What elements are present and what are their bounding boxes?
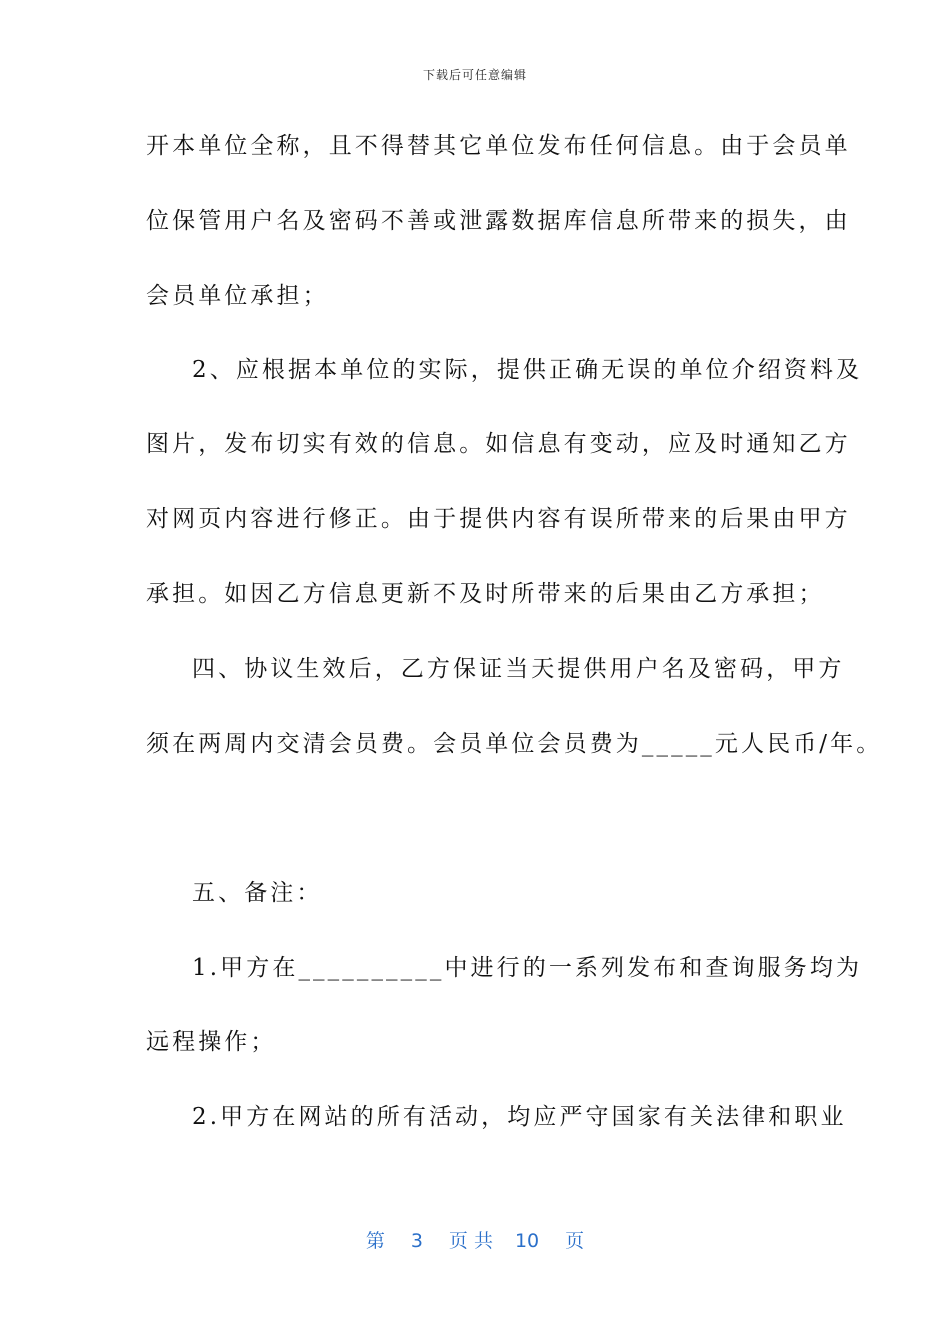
- body-line-13: 2.甲方在网站的所有活动，均应严守国家有关法律和职业: [192, 1104, 847, 1130]
- footer-suffix: 页: [565, 1230, 585, 1252]
- footer-page-number: 3: [410, 1230, 423, 1252]
- body-line-1: 开本单位全称，且不得替其它单位发布任何信息。由于会员单: [146, 133, 851, 159]
- body-line-5: 图片，发布切实有效的信息。如信息有变动，应及时通知乙方: [146, 431, 851, 457]
- body-line-4: 2、应根据本单位的实际，提供正确无误的单位介绍资料及: [192, 357, 863, 383]
- body-line-2: 位保管用户名及密码不善或泄露数据库信息所带来的损失，由: [146, 208, 851, 234]
- body-line-3: 会员单位承担；: [146, 283, 329, 309]
- body-line-7: 承担。如因乙方信息更新不及时所带来的后果由乙方承担；: [146, 581, 825, 607]
- body-line-12: 远程操作；: [146, 1029, 277, 1055]
- body-line-8: 四、协议生效后，乙方保证当天提供用户名及密码，甲方: [192, 656, 845, 682]
- header-note: 下载后可任意编辑: [422, 68, 527, 82]
- body-line-10: 五、备注：: [192, 880, 323, 906]
- body-line-9: 须在两周内交清会员费。会员单位会员费为_____元人民币/年。: [146, 731, 883, 757]
- footer-prefix: 第: [365, 1230, 385, 1252]
- page-footer: [0, 1226, 950, 1253]
- body-line-11: 1.甲方在__________中进行的一系列发布和查询服务均为: [192, 955, 863, 981]
- footer-total-pages: 10: [514, 1230, 540, 1252]
- footer-middle: 页 共: [448, 1230, 493, 1252]
- body-line-6: 对网页内容进行修正。由于提供内容有误所带来的后果由甲方: [146, 506, 851, 532]
